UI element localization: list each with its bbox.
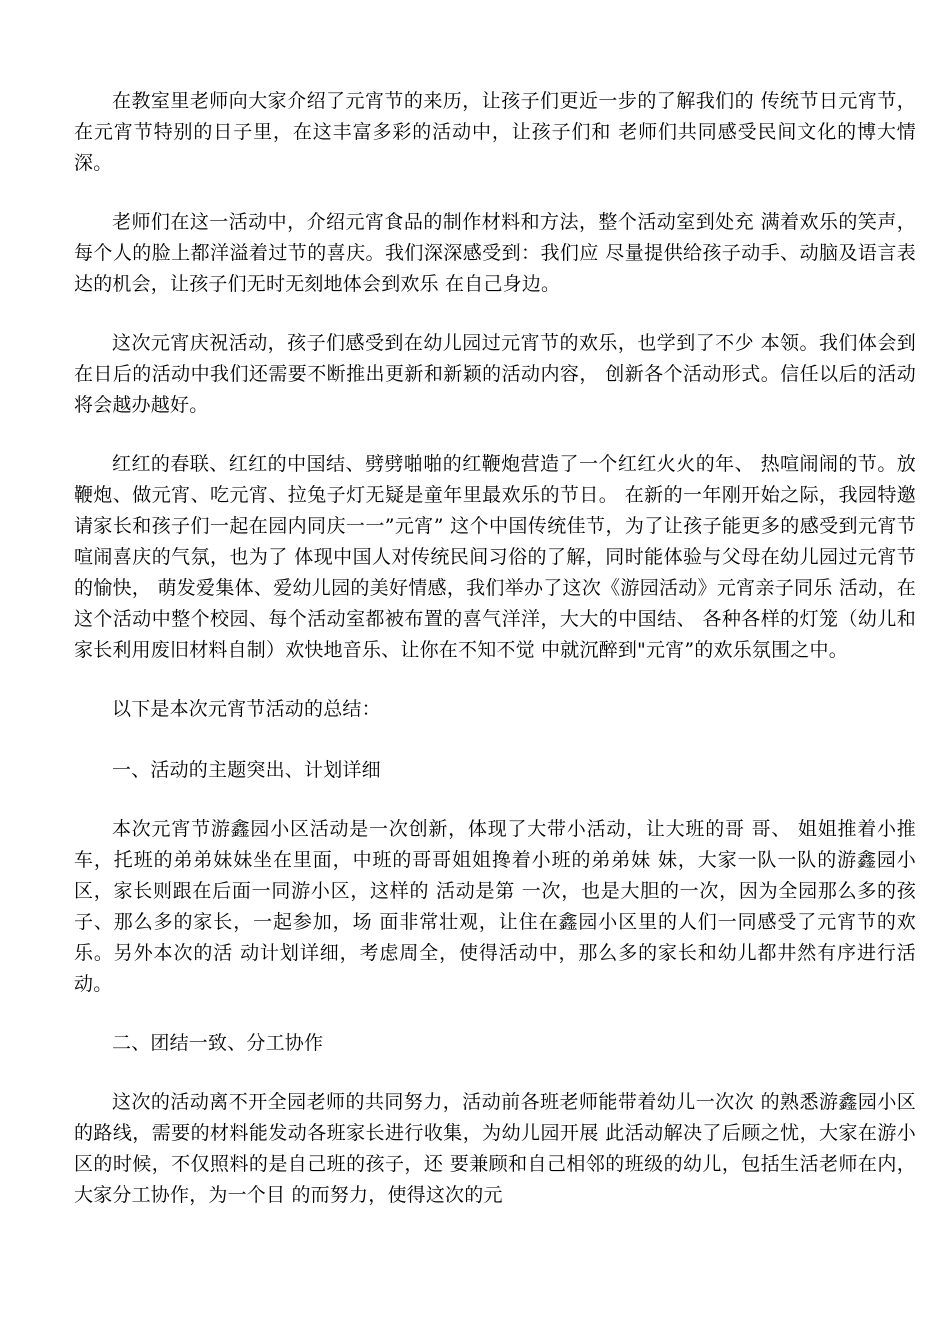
paragraph-section-2: 这次的活动离不开全园老师的共同努力，活动前各班老师能带着幼儿一次次 的熟悉游鑫园小区的路线，需要的材料能发动各班家长进行收集，为幼儿园开展 此活动解决了后顾之忧，大家在游小区的时候，不仅照料的是自己班的孩子，还 要兼顾和自己相邻的班级的幼儿，包括生活老师在内，大家分工协作，为一个目 的而努力，使得这次的元 (74, 1091, 916, 1206)
paragraph-intro: 在教室里老师向大家介绍了元宵节的来历，让孩子们更近一步的了解我们的 传统节日元宵节，在元宵节特别的日子里，在这丰富多彩的活动中，让孩子们和 老师们共同感受民间文化的博大情深。 (74, 90, 916, 174)
paragraph-festival: 红红的春联、红红的中国结、劈劈啪啪的红鞭炮营造了一个红红火火的年、 热喧闹闹的节。放鞭炮、做元宵、吃元宵、拉兔子灯无疑是童年里最欢乐的节日。 在新的一年刚开始之际，我园特邀请家长和孩子们一起在园内同庆一一”元宵” 这个中国传统佳节，为了让孩子能更多的感受到元宵节喧闹喜庆的气氛，也为了 体现中国人对传统民间习俗的了解，同时能体验与父母在幼儿园过元宵节的愉快， 萌发爱集体、爱幼儿园的美好情感，我们举办了这次《游园活动》元宵亲子同乐 活动，在这个活动中整个校园、每个活动室都被布置的喜气洋洋，大大的中国结、 各种各样的灯笼（幼儿和家长利用废旧材料自制）欢快地音乐、让你在不知不觉 中就沉醉到"元宵”的欢乐氛围之中。 (74, 453, 916, 661)
paragraph-section-1: 本次元宵节游鑫园小区活动是一次创新，体现了大带小活动，让大班的哥 哥、 姐姐推着小推车，托班的弟弟妹妹坐在里面，中班的哥哥姐姐搀着小班的弟弟妹 妹，大家一队一队的游鑫园小区，家长则跟在后面一同游小区，这样的 活动是第 一次，也是大胆的一次，因为全园那么多的孩子、那么多的家长，一起参加，场 面非常壮观，让住在鑫园小区里的人们一同感受了元宵节的欢乐。另外本次的活 动计划详细，考虑周全，使得活动中，那么多的家长和幼儿都井然有序进行活动。 (74, 818, 916, 995)
paragraph-summary-intro: 以下是本次元宵节活动的总结： (112, 698, 381, 720)
paragraph-celebration: 这次元宵庆祝活动，孩子们感受到在幼儿园过元宵节的欢乐，也学到了不少 本领。我们体会到在日后的活动中我们还需要不断推出更新和新颖的活动内容， 创新各个活动形式。信任以后的活动将会越办越好。 (74, 332, 916, 416)
paragraph-teachers: 老师们在这一活动中，介绍元宵食品的制作材料和方法，整个活动室到处充 满着欢乐的笑声，每个人的脸上都洋溢着过节的喜庆。我们深深感受到：我们应 尽量提供给孩子动手、动脑及语言表达的机会，让孩子们无时无刻地体会到欢乐 在自己身边。 (74, 211, 916, 295)
section-heading-2: 二、团结一致、分工协作 (112, 1032, 324, 1054)
section-heading-1: 一、活动的主题突出、计划详细 (112, 759, 381, 781)
